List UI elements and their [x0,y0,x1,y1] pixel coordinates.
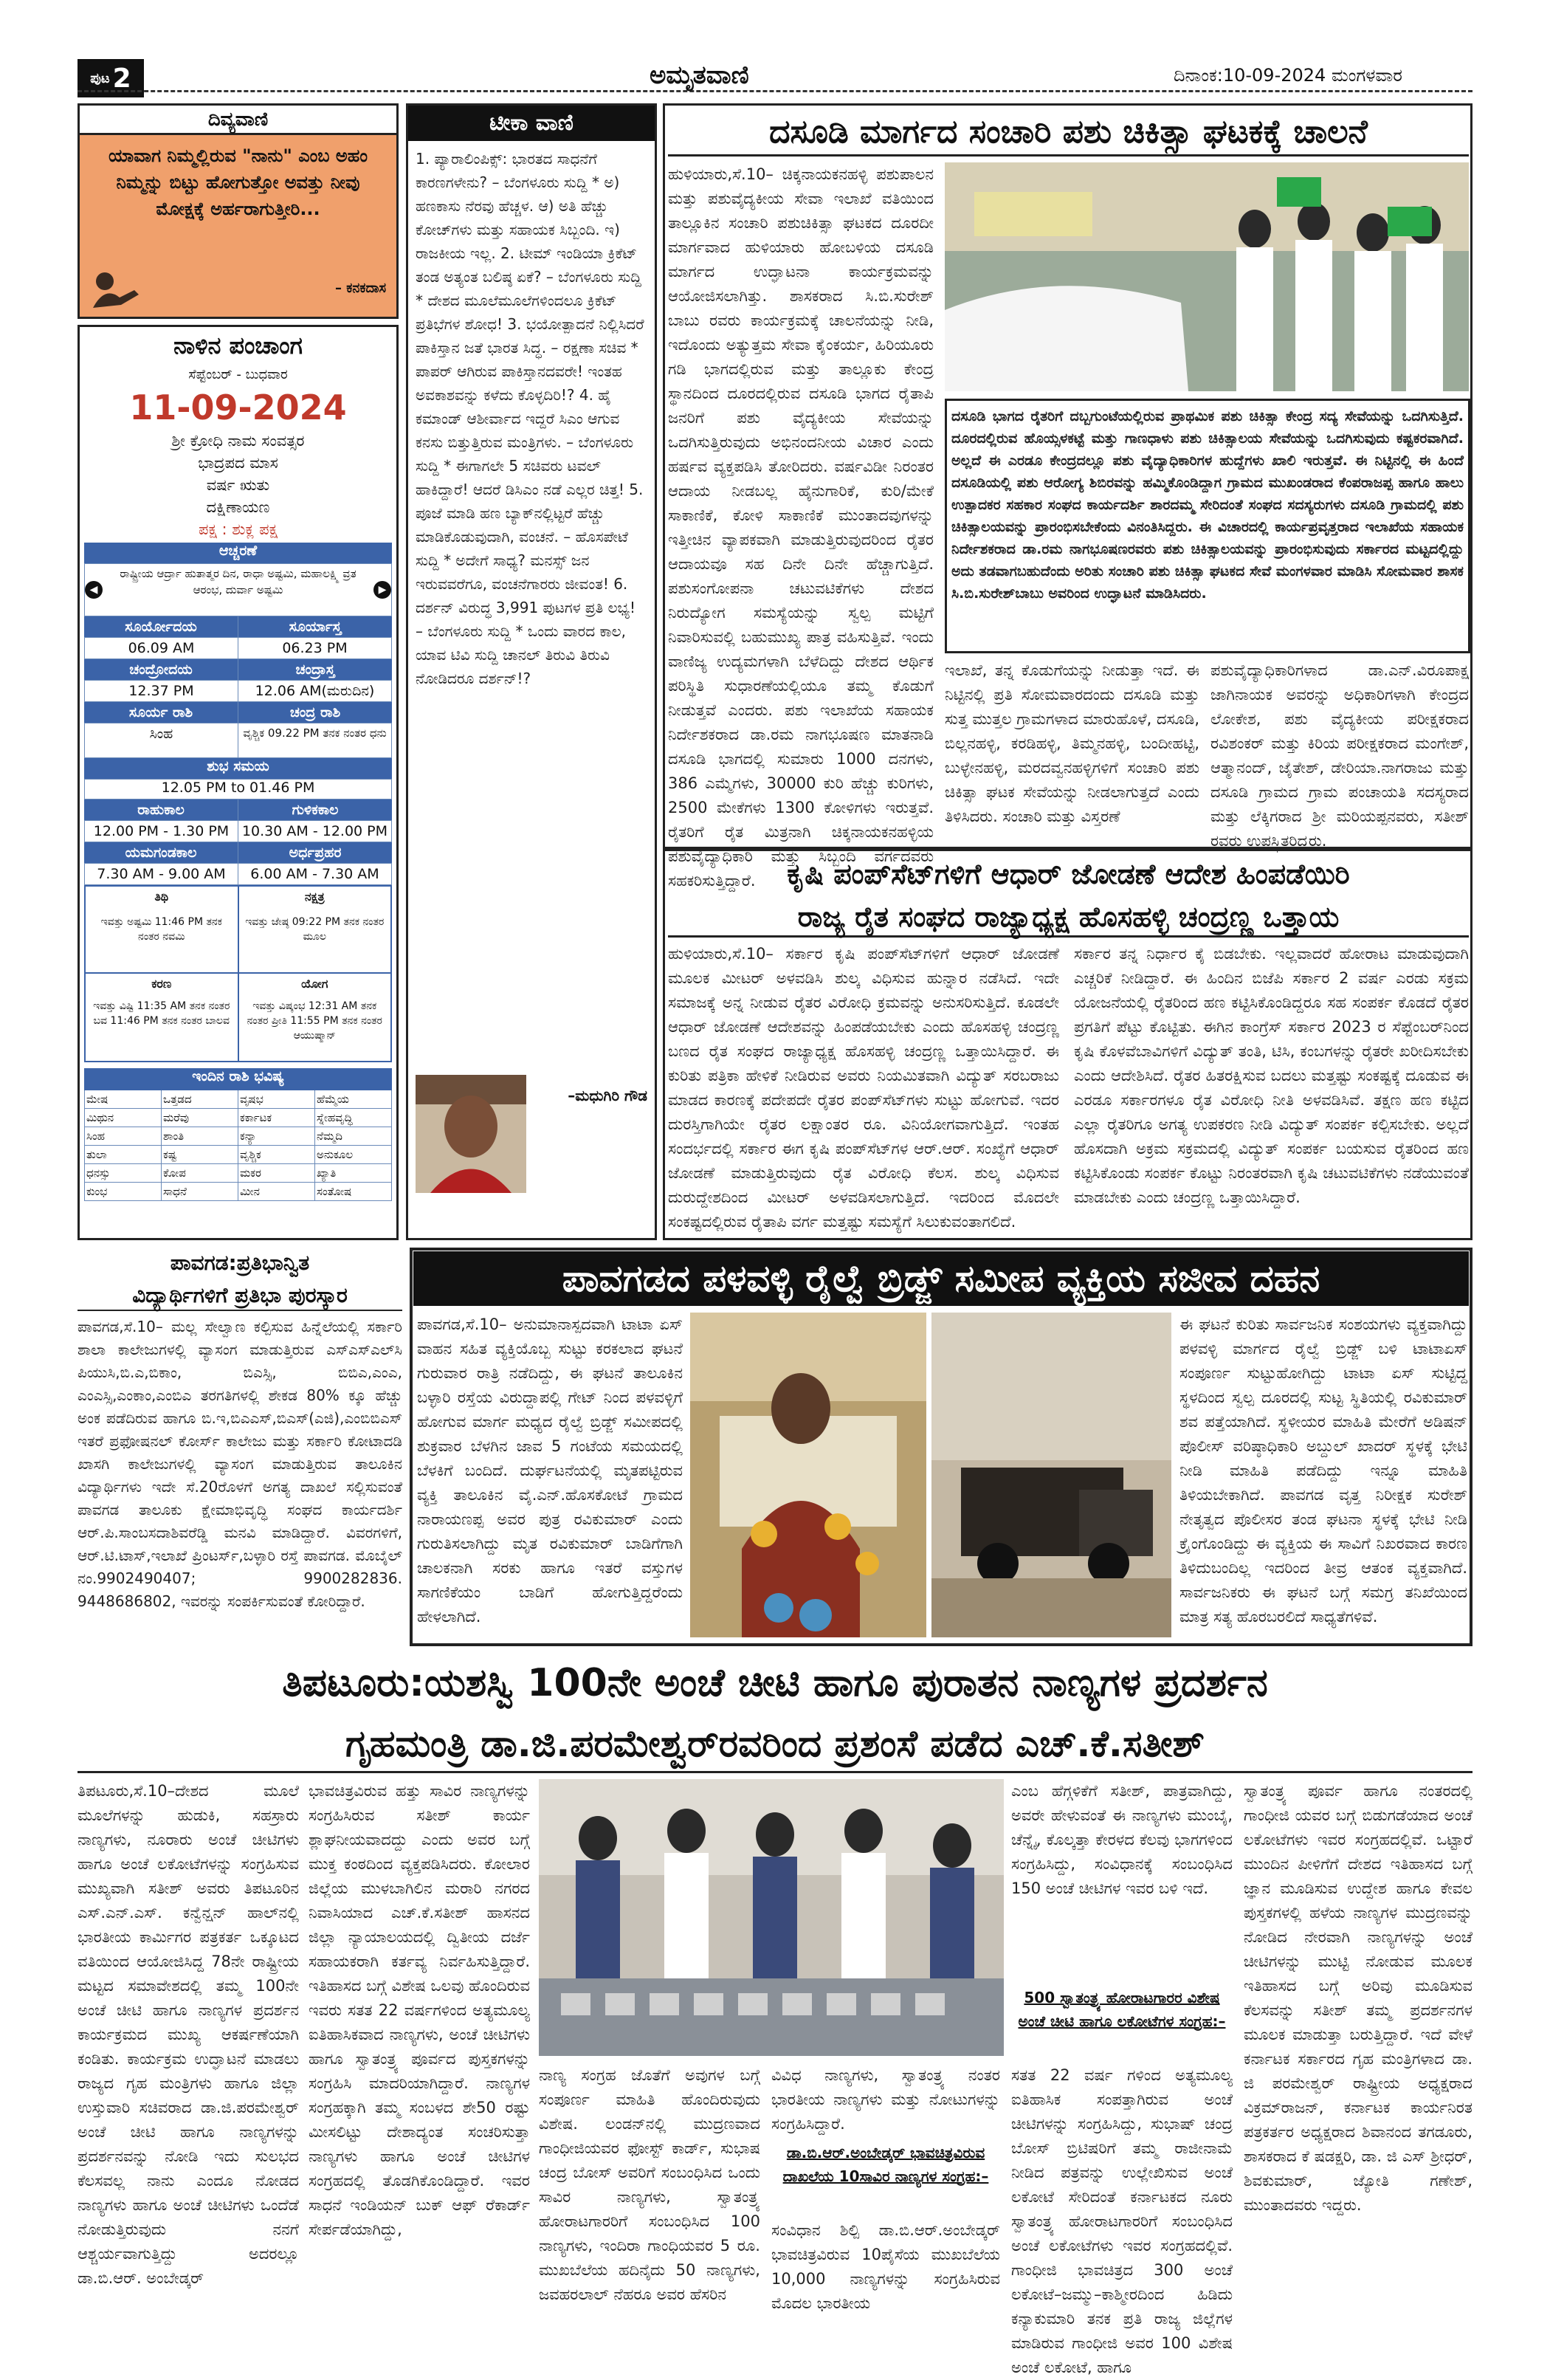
rashi-table [84,1090,392,1201]
rashi-cell: ವೃಶ್ಚಿಕ [238,1146,315,1163]
moonrise-label: ಚಂದ್ರೋದಯ [84,659,238,680]
rashi-cell: ಕರ್ಕಾಟಕ [238,1109,315,1127]
story-veterinary-headline: ದಸೂಡಿ ಮಾರ್ಗದ ಸಂಚಾರಿ ಪಶು ಚಿಕಿತ್ಸಾ ಘಟಕಕ್ಕೆ ಚಾಲನೆ [668,108,1469,157]
rashi-cell: ಕೋಪ [162,1164,238,1182]
divyavani-title: ದಿವ್ಯವಾಣಿ [80,106,396,135]
story-stamps-col5b: ಸತತ 22 ವರ್ಷ ಗಳಿಂದ ಅತ್ಯಮೂಲ್ಯ ಐತಿಹಾಸಿಕ ಸಂಪತ್ತಾಗಿರುವ ಅಂಚೆ ಚೀಟಿಗಳನ್ನು ಸಂಗ್ರಹಿಸಿದ್ದು, ಸುಭಾಷ್ ಚಂದ್ರ ಬೋಸ್ ಬ್ರಿಟಿಷರಿಗೆ ತಮ್ಮ ರಾಜೀನಾಮೆ ನೀಡಿದ ಪತ್ರವನ್ನು ಉಲ್ಲೇಖಿಸುವ ಅಂಚೆ ಲಕೋಟೆ ಸೇರಿದಂತೆ ಕರ್ನಾಟಕದ ನೂರು ಸ್ವಾತಂತ್ರ್ಯ ಹೋರಾಟಗಾರರಿಗೆ ಸಂಬಂಧಿಸಿದ ಅಂಚೆ ಲಕೋಟೆಗಳು ಇವರ ಸಂಗ್ರಹದಲ್ಲಿವೆ. ಗಾಂಧೀಜಿ ಭಾವಚಿತ್ರದ 300 ಅಂಚೆ ಲಕೋಟೆ–ಜಮ್ಮು–ಕಾಶ್ಮೀರದಿಂದ ಹಿಡಿದು ಕನ್ಯಾಕುಮಾರಿ ತನಕ ಪ್ರತಿ ರಾಜ್ಯ ಜಿಲ್ಲೆಗಳ ಮಾಡಿರುವ ಗಾಂಧೀಜಿ ಅವರ 100 ವಿಶೇಷ ಅಂಚೆ ಲಕೋಟೆ, ಹಾಗೂ [1011,2066,1233,2376]
rashi-cell: ಮರೆವು [162,1109,238,1127]
rashi-cell: ಶಾಂತಿ [162,1127,238,1145]
sunrise-label: ಸೂರ್ಯೋದಯ [84,616,238,637]
story-fire-col2: ಈ ಘಟನೆ ಕುರಿತು ಸಾರ್ವಜನಿಕ ಸಂಶಯಗಳು ವ್ಯಕ್ತವಾಗಿದ್ದು ಪಳವಳ್ಳಿ ಮಾರ್ಗದ ರೈಲ್ವೆ ಬ್ರಿಡ್ಜ್ ಬಳಿ ಟಾಟಾಏಸ್ ಸಂಪೂರ್ಣ ಸುಟ್ಟುಹೋಗಿದ್ದು ಟಾಟಾ ಏಸ್ ಸುಟ್ಟಿದ್ದ ಸ್ಥಳದಿಂದ ಸ್ವಲ್ಪ ದೂರದಲ್ಲಿ ಸುಟ್ಟ ಸ್ಥಿತಿಯಲ್ಲಿ ರವಿಕುಮಾರ್ ಶವ ಪತ್ತೆಯಾಗಿದೆ. ಸ್ಥಳೀಯರ ಮಾಹಿತಿ ಮೇರೆಗೆ ಅಡಿಷನ್ ಪೊಲೀಸ್ ವರಿಷ್ಠಾಧಿಕಾರಿ ಅಬ್ದುಲ್ ಖಾದರ್ ಸ್ಥಳಕ್ಕೆ ಭೇಟಿ ನೀಡಿ ಮಾಹಿತಿ ಪಡೆದಿದ್ದು ಇನ್ನೂ ಮಾಹಿತಿ ತಿಳಿಯಬೇಕಾಗಿದೆ. ಪಾವಗಡ ವೃತ್ತ ನಿರೀಕ್ಷಕ ಸುರೇಶ್ ನೇತೃತ್ವದ ಪೊಲೀಸರ ತಂಡ ಘಟನಾ ಸ್ಥಳಕ್ಕೆ ಭೇಟಿ ನೀಡಿ ಕ್ರೈಂಗೊಂಡಿದ್ದು ಈ ವ್ಯಕ್ತಿಯ ಈ ಸಾವಿಗೆ ನಿಖರವಾದ ಕಾರಣ ತಿಳಿದುಬಂದಿಲ್ಲ ಇದರಿಂದ ತೀವ್ರ ಆತಂಕ ವ್ಯಕ್ತವಾಗಿದೆ. ಸಾರ್ವಜನಿಕರು ಈ ಘಟನೆ ಬಗ್ಗೆ ಸಮಗ್ರ ತನಿಖೆಯಿಂದ ಮಾತ್ರ ಸತ್ಯ ಹೊರಬರಲಿದೆ ಸಾಧ್ಯತೆಗಳಿವೆ. [1179,1315,1467,1626]
story-fire-col1: ಪಾವಗಡ,ಸೆ.10– ಅನುಮಾನಾಸ್ಪದವಾಗಿ ಟಾಟಾ ಏಸ್ ವಾಹನ ಸಹಿತ ವ್ಯಕ್ತಿಯೊಬ್ಬ ಸುಟ್ಟು ಕರಕಲಾದ ಘಟನೆ ಗುರುವಾರ ರಾತ್ರಿ ನಡೆದಿದ್ದು, ಈ ಘಟನೆ ತಾಲೂಕಿನ ಬಳ್ಳಾರಿ ರಸ್ತೆಯ ವಿರುದ್ದಾಪಲ್ಲಿ ಗೇಟ್ ನಿಂದ ಪಳವಳ್ಳಿಗೆ ಹೋಗುವ ಮಾರ್ಗ ಮಧ್ಯದ ರೈಲ್ವೆ ಬ್ರಿಡ್ಜ್ ಸಮೀಪದಲ್ಲಿ ಶುಕ್ರವಾರ ಬೆಳಗಿನ ಜಾವ 5 ಗಂಟೆಯ ಸಮಯದಲ್ಲಿ ಬೆಳಕಿಗೆ ಬಂದಿದೆ. ದುರ್ಘಟನೆಯಲ್ಲಿ ಮೃತಪಟ್ಟಿರುವ ವ್ಯಕ್ತಿ ತಾಲೂಕಿನ ವೈ.ಎನ್.ಹೊಸಕೋಟೆ ಗ್ರಾಮದ ನಾರಾಯಣಪ್ಪ ಅವರ ಪುತ್ರ ರವಿಕುಮಾರ್ ಎಂದು ಗುರುತಿಸಲಾಗಿದ್ದು ಮೃತ ರವಿಕುಮಾರ್ ಬಾಡಿಗೆಗಾಗಿ ಚಾಲಕನಾಗಿ ಸರಕು ಹಾಗೂ ಇತರೆ ವಸ್ತುಗಳ ಸಾಗಣಿಕೆಯಂ ಬಾಡಿಗೆ ಹೋಗುತ್ತಿದ್ದರೆಂದು ಹೇಳಲಾಗಿದೆ. [417,1315,683,1626]
festival-title: ಆಚ್ಚರಣೆ [84,543,392,563]
story-stamps-col3: ನಾಣ್ಯ ಸಂಗ್ರಹ ಜೊತೆಗೆ ಅವುಗಳ ಬಗ್ಗೆ ಸಂಪೂರ್ಣ ಮಾಹಿತಿ ಹೊಂದಿರುವುದು ವಿಶೇಷ. ಲಂಡನ್‌ನಲ್ಲಿ ಮುದ್ರಣವಾದ ಗಾಂಧೀಜಿಯವರ ಫೋಸ್ಟ್ ಕಾರ್ಡ್, ಸುಭಾಷ ಚಂದ್ರ ಬೋಸ್ ಅವರಿಗೆ ಸಂಬಂಧಿಸಿದ ಒಂದು ಸಾವಿರ ನಾಣ್ಯಗಳು, ಸ್ವಾತಂತ್ರ್ಯ ಹೋರಾಟಗಾರರಿಗೆ ಸಂಬಂಧಿಸಿದ 100 ನಾಣ್ಯಗಳು, ಇಂದಿರಾ ಗಾಂಧಿಯವರ 5 ರೂ. ಮುಖಬೆಲೆಯ ಹದಿನೈದು 50 ನಾಣ್ಯಗಳು, ಜವಹರಲಾಲ್ ನೆಹರೂ ಅವರ ಹೆಸರಿನ [539,2066,760,2303]
vet-launch-photo [945,162,1469,391]
story-fire-headline: ಪಾವಗಡದ ಪಳವಳ್ಳಿ ರೈಲ್ವೆ ಬ್ರಿಡ್ಜ್ ಸಮೀಪ ವ್ಯಕ್ತಿಯ ಸಜೀವ ದಹನ [413,1251,1469,1306]
rashi-cell: ನೆಮ್ಮದಿ [317,1129,342,1143]
rashi-cell: ಹೆಮ್ಮೆಯ [317,1093,349,1106]
rashi-cell: ಕುಂಭ [85,1183,162,1200]
rashi-row [84,1183,392,1201]
rashi-title: ಇಂದಿನ ರಾಶಿ ಭವಿಷ್ಯ [84,1068,392,1090]
divyavani-quote: ಯಾವಾಗ ನಿಮ್ಮಲ್ಲಿರುವ "ನಾನು" ಎಂಬ ಅಹಂ ನಿಮ್ಮನ್ನು ಬಿಟ್ಟು ಹೋಗುತ್ತೋ ಅವತ್ತು ನೀವು ಮೋಕ್ಷಕ್ಕೆ ಅರ್ಹರಾಗುತ್ತೀರಿ... [108,145,368,219]
subhead-ambedkar: ಡಾ.ಬಿ.ಆರ್.ಅಂಬೇಡ್ಕರ್ ಭಾವಚಿತ್ರವಿರುವ ದಾಖಲೆಯ 10ಸಾವಿರ ನಾಣ್ಯಗಳ ಸಂಗ್ರಹ:– [782,2144,989,2185]
karana-value: ಇವತ್ತು ವಿಷ್ಟಿ 11:35 AM ತನಕ ನಂತರ ಬವ 11:46 PM ತನಕ ನಂತರ ಬಾಲವ [93,1000,230,1027]
rashi-cell: ಮಕರ [238,1164,315,1182]
nakshatra-label: ನಕ್ಷತ್ರ [304,890,325,904]
vet-caption: ದಸೂಡಿ ಭಾಗದ ರೈತರಿಗೆ ದಬ್ಬಗುಂಟೆಯಲ್ಲಿರುವ ಪ್ರಾಥಮಿಕ ಪಶು ಚಿಕಿತ್ಸಾ ಕೇಂದ್ರ ಸದ್ಯ ಸೇವೆಯನ್ನು ಒದಗಿಸುತ್ತಿದೆ. ದೂರದಲ್ಲಿರುವ ಹೊಯ್ಸಳಕಟ್ಟೆ ಮತ್ತು ಗಾಣಧಾಳು ಪಶು ಚಿಕಿತ್ಸಾಲಯ ಸೇವೆಯನ್ನು ಒದಗಿಸುವುದು ಕಷ್ಟಕರವಾಗಿದೆ. ಅಲ್ಲದೆ ಈ ಎರಡೂ ಕೇಂದ್ರದಲ್ಲೂ ಪಶು ವೈದ್ಯಾಧಿಕಾರಿಗಳ ಹುದ್ದೆಗಳು ಖಾಲಿ ಇರುತ್ತವೆ. ಈ ನಿಟ್ಟಿನಲ್ಲಿ ಈ ಹಿಂದೆ ದಸೂಡಿಯಲ್ಲಿ ಪಶು ಆರೋಗ್ಯ ಶಿಬಿರವನ್ನು ಹಮ್ಮಿಕೊಂಡಿದ್ದಾಗ ಗ್ರಾಮದ ಮುಖಂಡರಾದ ಕೆಂಪರಾಜಪ್ಪ ಹಾಗೂ ಹಾಲು ಉತ್ಪಾದಕರ ಸಹಕಾರ ಸಂಘದ ಕಾರ್ಯದರ್ಶಿ ಶಾರದಮ್ಮ ಸೇರಿದಂತೆ ಸಂಘದ ಸದಸ್ಯರುಗಳು ದಸೂಡಿ ಗ್ರಾಮದಲ್ಲಿ ಪಶು ಚಿಕಿತ್ಸಾಲಯವನ್ನು ಪ್ರಾರಂಭಿಸಬೇಕೆಂದು ವಿನಂತಿಸಿದ್ದರು. ಈ ವಿಚಾರದಲ್ಲಿ ಕಾರ್ಯಪ್ರವೃತ್ತರಾದ ಇಲಾಖೆಯ ಸಹಾಯಕ ನಿರ್ದೇಶಕರಾದ ಡಾ.ರಮ ನಾಗಭೂಷಣರವರು ಪಶು ಚಿಕಿತ್ಸಾಲಯವನ್ನು ಪ್ರಾರಂಭಿಸುವುದು ಸರ್ಕಾರದ ಮಟ್ಟದಲ್ಲಿದ್ದು ಅದು ತಡವಾಗಬಹುದೆಂದು ಅರಿತು ಸಂಚಾರಿ ಪಶು ಚಿಕಿತ್ಸಾ ಘಟಕದ ಸೇವೆ ಮಂಗಳವಾರ ಮಾಡಿಸಿ ಸೋಮವಾರ ಶಾಸಕ ಸಿ.ಬಿ.ಸುರೇಶ್‌ಬಾಬು ಅವರಿಂದ ಉದ್ಘಾಟನೆ ಮಾಡಿಸಿದರು. [951,408,1464,602]
divyavani-box [78,103,399,319]
rashi-cell: ಮೇಷ [85,1090,162,1108]
rashi-cell: ಕಷ್ಟ [162,1146,238,1163]
story-veterinary-col2: ಇಲಾಖೆ, ತನ್ನ ಕೊಡುಗೆಯನ್ನು ನೀಡುತ್ತಾ ಇದೆ. ಈ ನಿಟ್ಟಿನಲ್ಲಿ ಪ್ರತಿ ಸೋಮವಾರದಂದು ದಸೂಡಿ ಮತ್ತು ಸುತ್ತ ಮುತ್ತಲ ಗ್ರಾಮಗಳಾದ ಮಾರುಹೊಳೆ, ದಸೂಡಿ, ಬಿಲ್ಲನಹಳ್ಳಿ, ಕರಡಿಹಳ್ಳಿ, ತಿಮ್ಮನಹಳ್ಳಿ, ಬಂದೀಹಟ್ಟಿ, ಬುಳ್ಳೇನಹಳ್ಳಿ, ಮರದವ್ವನಹಳ್ಳಿಗಳಿಗೆ ಸಂಚಾರಿ ಪಶು ಚಿಕಿತ್ಸಾ ಘಟಕ ಸೇವೆಯನ್ನು ನೀಡಲಾಗುತ್ತದೆ ಎಂದು ತಿಳಿಸಿದರು. ಸಂಚಾರಿ ಮತ್ತು ವಿಸ್ತರಣೆ [945,661,1199,825]
panchanga-line-masa: ಭಾದ್ರಪದ ಮಾಸ [198,454,278,472]
story-aadhaar-col1: ಹುಳಿಯಾರು,ಸೆ.10– ಸರ್ಕಾರ ಕೃಷಿ ಪಂಪ್‌ಸೆಟ್‌ಗಳಿಗೆ ಆಧಾರ್ ಜೋಡಣೆ ಮೂಲಕ ಮೀಟರ್ ಅಳವಡಿಸಿ ಶುಲ್ಕ ವಿಧಿಸುವ ಹುನ್ನಾರ ನಡೆಸಿದೆ. ಇದೇ ಸಮಾಜಕ್ಕೆ ಅನ್ನ ನೀಡುವ ರೈತರ ವಿರೋಧಿ ಕ್ರಮವನ್ನು ಅನುಸರಿಸುತ್ತಿದೆ. ಕೂಡಲೇ ಆಧಾರ್ ಜೋಡಣೆ ಆದೇಶವನ್ನು ಹಿಂಪಡೆಯಬೇಕು ಎಂದು ಹೊಸಹಳ್ಳಿ ಚಂದ್ರಣ್ಣ ಬಣದ ರೈತ ಸಂಘದ ರಾಜ್ಯಾಧ್ಯಕ್ಷ ಹೊಸಹಳ್ಳಿ ಚಂದ್ರಣ್ಣ ಒತ್ತಾಯಿಸಿದ್ದಾರೆ. ಈ ಕುರಿತು ಪತ್ರಿಕಾ ಹೇಳಿಕೆ ನೀಡಿರುವ ಅವರು ನಿಯಮಿತವಾಗಿ ವಿದ್ಯುತ್ ಸರಬರಾಜು ಮಾಡದ ಕಾರಣಕ್ಕೆ ಪದೇಪದೇ ರೈತರ ಪಂಪ್‌ಸೆಟ್‌ಗಳು ಸುಟ್ಟು ಹೋಗುವೆ. ಇದರ ದುರಸ್ತಿಗಾಗಿಯೇ ರೈತರ ಲಕ್ಷಾಂತರ ರೂ. ವಿನಿಯೋಗವಾಗುತ್ತಿದೆ. ಇಂತಹ ಸಂದರ್ಭದಲ್ಲಿ ಸರ್ಕಾರ ಈಗ ಕೃಷಿ ಪಂಪ್‌ಸೆಟ್‌ಗಳ ಆರ್.ಆರ್. ಸಂಖ್ಯೆಗೆ ಆಧಾರ್ ಜೋಡಣೆ ಮಾಡುತ್ತಿರುವುದು ರೈತ ವಿರೋಧಿ ಕೆಲಸ. ಶುಲ್ಕ ವಿಧಿಸುವ ದುರುದ್ದೇಶದಿಂದ ಮೀಟರ್ ಅಳವಡಿಸಲಾಗುತ್ತಿದೆ. ಇದರಿಂದ ಮೊದಲೇ ಸಂಕಷ್ಟದಲ್ಲಿರುವ ರೈತಾಪಿ ವರ್ಗ ಮತ್ತಷ್ಟು ಸಮಸ್ಯೆಗೆ ಸಿಲುಕುವಂತಾಗಲಿದೆ. [668,945,1059,1231]
festival-text: ರಾಷ್ಟ್ರೀಯ ಆರ್ದ್ರಾ ಹುತಾತ್ಮರ ದಿನ, ರಾಧಾ ಅಷ್ಟಮಿ, ಮಹಾಲಕ್ಷ್ಮಿ ವ್ರತ ಆರಂಭ, ದುರ್ವಾ ಅಷ್ಟಮಿ [120,567,356,596]
rahu-value: 12.00 PM - 1.30 PM [85,821,238,842]
yama-value: 7.30 AM - 9.00 AM [85,864,238,884]
rashi-cell: ಖ್ಯಾತಿ [317,1166,337,1180]
nakshatra-value: ಇವತ್ತು ಜೇಷ್ಠ 09:22 PM ತನಕ ನಂತರ ಮೂಲ [245,916,385,943]
yoga-label: ಯೋಗ [301,977,328,991]
rashi-cell: ವೃಷಭ [238,1090,315,1108]
story-aadhaar-col2: ಸರ್ಕಾರ ತನ್ನ ನಿರ್ಧಾರ ಕೈ ಬಿಡಬೇಕು. ಇಲ್ಲವಾದರೆ ಹೋರಾಟ ಮಾಡುವುದಾಗಿ ಎಚ್ಚರಿಕೆ ನೀಡಿದ್ದಾರೆ. ಈ ಹಿಂದಿನ ಬಿಜೆಪಿ ಸರ್ಕಾರ 2 ವರ್ಷ ಎರಡು ಸಕ್ರಮ ಯೋಜನೆಯಲ್ಲಿ ರೈತರಿಂದ ಹಣ ಕಟ್ಟಿಸಿಕೊಂಡಿದ್ದರೂ ಸಹ ಸಂಪರ್ಕ ಕೊಡದೆ ರೈತರ ಪ್ರಗತಿಗೆ ಪೆಟ್ಟು ಕೊಟ್ಟಿತು. ಈಗಿನ ಕಾಂಗ್ರೆಸ್ ಸರ್ಕಾರ 2023 ರ ಸೆಪ್ಟೆಂಬರ್‌ನಿಂದ ಕೃಷಿ ಕೊಳವೆಬಾವಿಗಳಿಗೆ ವಿದ್ಯುತ್ ತಂತಿ, ಟಿಸಿ, ಕಂಬಗಳನ್ನು ರೈತರೇ ಖರೀದಿಸಬೇಕು ಎಂದು ಆದೇಶಿಸಿದೆ. ರೈತರ ಹಿತರಕ್ಷಿಸುವ ಬದಲು ಮತ್ತಷ್ಟು ಸಂಕಷ್ಟಕ್ಕೆ ದೂಡುವ ಈ ಎರಡೂ ಸರ್ಕಾರಗಳೂ ರೈತ ವಿರೋಧಿ ನೀತಿ ಅಳವಡಿಸಿವೆ. ತಕ್ಷಣ ಹಣ ಕಟ್ಟಿದ ಎಲ್ಲಾ ರೈತರಿಗೂ ಅಗತ್ಯ ಉಪಕರಣ ನೀಡಿ ವಿದ್ಯುತ್ ಸಂಪರ್ಕ ಕಲ್ಪಿಸಬೇಕು. ಅಲ್ಲದೆ ಹೊಸದಾಗಿ ಅಕ್ರಮ ಸಕ್ರಮದಲ್ಲಿ ವಿದ್ಯುತ್ ಸಂಪರ್ಕ ಬಯಸುವ ರೈತರಿಂದ ಹಣ ಕಟ್ಟಿಸಿಕೊಂಡು ಸಂಪರ್ಕ ಕೊಟ್ಟು ನಿರಂತರವಾಗಿ ಕೃಷಿ ಚಟುವಟಿಕೆಗಳು ನಡೆಯುವಂತೆ ಮಾಡಬೇಕು ಎಂದು ಚಂದ್ರಣ್ಣ ಒತ್ತಾಯಿಸಿದ್ದಾರೆ. [1074,945,1469,1206]
rahu-label: ರಾಹುಕಾಲ [84,799,238,820]
gulika-label: ಗುಳಿಕಕಾಲ [292,802,339,818]
rashi-row [84,1146,392,1164]
teeka-vani-title: ಟೀಕಾ ವಾಣಿ [408,106,655,141]
chandra-rashi-value: ವೃಶ್ಚಿಕ 09.22 PM ತನಕ ನಂತರ ಧನು [243,726,387,740]
story-stamps-col4b: ಸಂವಿಧಾನ ಶಿಲ್ಪಿ ಡಾ.ಬಿ.ಆರ್.ಅಂಬೇಡ್ಕರ್ ಭಾವಚಿತ್ರವಿರುವ 10ಪೈಸೆಯ ಮುಖಬೆಲೆಯ 10,000 ನಾಣ್ಯಗಳನ್ನು ಸಂಗ್ರಹಿಸಿರುವ ಮೊದಲ ಭಾರತೀಯ [771,2221,1000,2312]
rashi-cell: ಮಿಥುನ [85,1109,162,1127]
story-stamps-col2: ಭಾವಚಿತ್ರವಿರುವ ಹತ್ತು ಸಾವಿರ ನಾಣ್ಯಗಳನ್ನು ಸಂಗ್ರಹಿಸಿರುವ ಸತೀಶ್ ಕಾರ್ಯ ಶ್ಲಾಘನೀಯವಾದದ್ದು ಎಂದು ಅವರ ಬಗ್ಗೆ ಮುಕ್ತ ಕಂಠದಿಂದ ವ್ಯಕ್ತಪಡಿಸಿದರು. ಕೋಲಾರ ಜಿಲ್ಲೆಯ ಮುಳಬಾಗಿಲಿನ ಮರಾರಿ ನಗರದ ನಿವಾಸಿಯಾದ ಎಚ್.ಕೆ.ಸತೀಶ್ ಹಾಸನದ ಜಿಲ್ಲಾ ನ್ಯಾಯಾಲಯದಲ್ಲಿ ದ್ವಿತೀಯ ದರ್ಜೆ ಸಹಾಯಕರಾಗಿ ಕರ್ತವ್ಯ ನಿರ್ವಹಿಸುತ್ತಿದ್ದಾರೆ. ಇತಿಹಾಸದ ಬಗ್ಗೆ ವಿಶೇಷ ಒಲವು ಹೊಂದಿರುವ ಇವರು ಸತತ 22 ವರ್ಷಗಳಿಂದ ಅತ್ಯಮೂಲ್ಯ ಐತಿಹಾಸಿಕವಾದ ನಾಣ್ಯಗಳು, ಅಂಚೆ ಚೀಟಿಗಳು ಹಾಗೂ ಸ್ವಾತಂತ್ರ್ಯ ಪೂರ್ವದ ಪುಸ್ತಕಗಳನ್ನು ಸಂಗ್ರಹಿಸಿ ಮಾದರಿಯಾಗಿದ್ದಾರೆ. ನಾಣ್ಯಗಳ ಸಂಗ್ರಹಕ್ಕಾಗಿ ತಮ್ಮ ಸಂಬಳದ ಶೇ50 ರಷ್ಟು ಮೀಸಲಿಟ್ಟು ದೇಶಾದ್ಯಂತ ಸಂಚರಿಸುತ್ತಾ ನಾಣ್ಯಗಳು ಹಾಗೂ ಅಂಚೆ ಚೀಟಿಗಳ ಸಂಗ್ರಹದಲ್ಲಿ ತೊಡಗಿಕೊಂಡಿದ್ದಾರೆ. ಇವರ ಸಾಧನೆ ಇಂಡಿಯನ್ ಬುಕ್ ಆಫ್ ರೆಕಾರ್ಡ್ ಸೇರ್ಪಡೆಯಾಗಿದ್ದು, [309,1782,530,2238]
teeka-vani-text: 1. ಪ್ಯಾರಾಲಿಂಪಿಕ್ಸ್: ಭಾರತದ ಸಾಧನೆಗೆ ಕಾರಣಗಳೇನು? – ಬೆಂಗಳೂರು ಸುದ್ದಿ * ಅ) ಹಣಕಾಸು ನೆರವು ಹೆಚ್ಚಳ. ಆ) ಅತಿ ಹೆಚ್ಚು ಕೋಚ್‌ಗಳು ಮತ್ತು ಸಹಾಯಕ ಸಿಬ್ಬಂದಿ. ಇ) ರಾಜಕೀಯ ಇಲ್ಲ. 2. ಟೀಮ್ ಇಂಡಿಯಾ ಕ್ರಿಕೆಟ್ ತಂಡ ಅತ್ಯಂತ ಬಲಿಷ್ಠ ಏಕೆ? – ಬೆಂಗಳೂರು ಸುದ್ದಿ * ದೇಶದ ಮೂಲೆಮೂಲೆಗಳಿಂದಲೂ ಕ್ರಿಕೆಟ್ ಪ್ರತಿಭೆಗಳ ಶೋಧ! 3. ಭಯೋತ್ಪಾದನೆ ನಿಲ್ಲಿಸಿದರೆ ಪಾಕಿಸ್ತಾನ ಜತೆ ಭಾರತ ಸಿದ್ಧ. – ರಕ್ಷಣಾ ಸಚಿವ * ಪಾಪರ್ ಆಗಿರುವ ಪಾಕಿಸ್ತಾನದವರೇ! ಇಂತಹ ಅವಕಾಶವನ್ನು ಕಳೆದು ಕೊಳ್ಳದಿರಿ!? 4. ಹೈ ಕಮಾಂಡ್ ಆಶೀರ್ವಾದ ಇದ್ದರೆ ಸಿಎಂ ಆಗುವ ಕನಸು ಬಿತ್ತುತ್ತಿರುವ ಮಂತ್ರಿಗಳು. – ಬೆಂಗಳೂರು ಸುದ್ದಿ * ಈಗಾಗಲೇ 5 ಸಚಿವರು ಟವಲ್ ಹಾಕಿದ್ದಾರೆ! ಆದರೆ ಡಿಸಿಎಂ ನಡೆ ಎಲ್ಲರ ಚಿತ್ತ! 5. ಪೂಜೆ ಮಾಡಿ ಹಣ ಬ್ಯಾಕ್‌ನಲ್ಲಿಟ್ಟರೆ ಹೆಚ್ಚು ಮಾಡಿಕೊಡುವುದಾಗಿ, ವಂಚನೆ. – ಹೊಸಪೇಟೆ ಸುದ್ದಿ * ಅದೇಗೆ ಸಾಧ್ಯ? ಮನಸ್ಸ್ ಜನ ಇರುವವರೆಗೂ, ವಂಚನೆಗಾರರು ಜೀವಂತ! 6. ದರ್ಶನ್ ವಿರುದ್ಧ 3,991 ಪುಟಗಳ ಪ್ರತಿ ಲಭ್ಯ! – ಬೆಂಗಳೂರು ಸುದ್ದಿ * ಒಂದು ವಾರದ ಕಾಲ, ಯಾವ ಟಿವಿ ಸುದ್ದಿ ಚಾನಲ್ ತಿರುವಿ ತಿರುವಿ ನೋಡಿದರೂ ದರ್ಶನ್!? [416,150,644,687]
rashi-cell: ಸಿಂಹ [85,1127,162,1145]
story-stamps-headline2: ಗೃಹಮಂತ್ರಿ ಡಾ.ಜಿ.ಪರಮೇಶ್ವರ್‌ರವರಿಂದ ಪ್ರಶಂಸೆ ಪಡೆದ ಎಚ್.ಕೆ.ಸತೀಶ್ [78,1714,1472,1773]
chandra-rashi-label: ಚಂದ್ರ ರಾಶಿ [289,704,341,720]
moonrise-value: 12.37 PM [85,681,238,701]
ardha-label: ಅರ್ಧಪ್ರಹರ [289,845,342,861]
sunrise-value: 06.09 AM [85,638,238,658]
story-stamps-col5a: ಎಂಬ ಹೆಗ್ಗಳಿಕೆಗೆ ಸತೀಶ್, ಪಾತ್ರವಾಗಿದ್ದು, ಅವರೇ ಹೇಳುವಂತೆ ಈ ನಾಣ್ಯಗಳು ಮುಂಬೈ, ಚೆನ್ನೈ, ಕೊಲ್ಕತ್ತಾ ಕೇರಳದ ಕೆಲವು ಭಾಗಗಳಿಂದ ಸಂಗ್ರಹಿಸಿದ್ದು, ಸಂವಿಧಾನಕ್ಕೆ ಸಂಬಂಧಿಸಿದ 150 ಅಂಚೆ ಚೀಟಿಗಳ ಇವರ ಬಳಿ ಇದೆ. [1011,1782,1233,1897]
story-aadhaar-headline2: ರಾಜ್ಯ ರೈತ ಸಂಘದ ರಾಜ್ಯಾಧ್ಯಕ್ಷ ಹೊಸಹಳ್ಳಿ ಚಂದ್ರಣ್ಣ ಒತ್ತಾಯ [668,896,1469,938]
sunset-value: 06.23 PM [282,640,348,656]
story-aadhaar-headline1: ಕೃಷಿ ಪಂಪ್‌ಸೆಟ್‌ಗಳಿಗೆ ಆಧಾರ್ ಜೋಡಣೆ ಆದೇಶ ಹಿಂಪಡೆಯಿರಿ [787,858,1350,890]
yama-label: ಯಮಗಂಡಕಾಲ [84,842,238,863]
subhead-freedom-fighters: 500 ಸ್ವಾತಂತ್ರ್ಯ ಹೋರಾಟಗಾರರ ವಿಶೇಷ ಅಂಚೆ ಚೀಟಿ ಹಾಗೂ ಲಕೋಟೆಗಳ ಸಂಗ್ರಹ:– [1018,1989,1226,2030]
story-pratibha-headline2: ವಿದ್ಯಾರ್ಥಿಗಳಿಗೆ ಪ್ರತಿಭಾ ಪುರಸ್ಕಾರ [78,1280,402,1311]
next-arrow-icon[interactable]: ▶ [373,581,391,599]
prev-arrow-icon[interactable]: ◀ [85,581,103,599]
rashi-cell: ಸಾಧನೆ [162,1183,238,1200]
panchanga-line-paksha: ಪಕ್ಷ : ಶುಕ್ಲ ಪಕ್ಷ [199,520,278,538]
panchanga-title: ನಾಳಿನ ಪಂಚಾಂಗ [173,331,303,360]
rashi-cell: ಸಂತೋಷ [317,1185,352,1198]
issue-date: ದಿನಾಂಕ:10-09-2024 ಮಂಗಳವಾರ [1174,65,1402,86]
divyavani-author: – ಕನಕದಾಸ [334,280,386,296]
rashi-cell: ಕನ್ಯಾ [238,1127,315,1145]
minister-exhibition-photo [539,1779,1004,2056]
rashi-cell: ಮೀನ [238,1183,315,1200]
story-veterinary-col1: ಹುಳಿಯಾರು,ಸೆ.10– ಚಿಕ್ಕನಾಯಕನಹಳ್ಳಿ ಪಶುಪಾಲನ ಮತ್ತು ಪಶುವೈದ್ಯಕೀಯ ಸೇವಾ ಇಲಾಖೆ ವತಿಯಿಂದ ತಾಲ್ಲೂಕಿನ ಸಂಚಾರಿ ಪಶುಚಿಕಿತ್ಸಾ ಘಟಕದ ದೂರದೀ ಮಾರ್ಗವಾದ ಹುಳಿಯಾರು ಹೋಬಳಿಯ ದಸೂಡಿ ಮಾರ್ಗದ ಉದ್ಘಾಟನಾ ಕಾರ್ಯಕ್ರಮವನ್ನು ಆಯೋಜಿಸಲಾಗಿತ್ತು. ಶಾಸಕರಾದ ಸಿ.ಬಿ.ಸುರೇಶ್ ಬಾಬು ರವರು ಕಾರ್ಯಕ್ರಮಕ್ಕೆ ಚಾಲನೆಯನ್ನು ನೀಡಿ, ಇದೊಂದು ಅತ್ಯುತ್ತಮ ಸೇವಾ ಕೈಂಕರ್ಯ, ಹಿರಿಯೂರು ಗಡಿ ಭಾಗದಲ್ಲಿರುವ ಮತ್ತು ತಾಲ್ಲೂಕು ಕೇಂದ್ರ ಸ್ಥಾನದಿಂದ ದೂರದಲ್ಲಿರುವ ದಸೂಡಿ ಭಾಗದ ರೈತಾಪಿ ಜನರಿಗೆ ಪಶು ವೈದ್ಯಕೀಯ ಸೇವೆಯನ್ನು ಒದಗಿಸುತ್ತಿರುವುದು ಅಭಿನಂದನೀಯ ವಿಚಾರ ಎಂದು ಹರ್ಷವ ವ್ಯಕ್ತಪಡಿಸಿ ತೋರಿದರು. ವರ್ಷವಿಡೀ ನಿರಂತರ ಆದಾಯ ನೀಡಬಲ್ಲ ಹೈನುಗಾರಿಕೆ, ಕುರಿ/ಮೇಕೆ ಸಾಕಾಣಿಕೆ, ಕೋಳಿ ಸಾಕಾಣಿಕೆ ಮುಂತಾದವುಗಳನ್ನು ಇತ್ತೀಚಿನ ವ್ಯಾಪಕವಾಗಿ ಮಾಡುತ್ತಿರುವುದರಿಂದ ರೈತರ ಆದಾಯವೂ ಸಹ ದಿನೇ ದಿನೇ ಹೆಚ್ಚಾಗುತ್ತಿದೆ. ಪಶುಸಂಗೋಪನಾ ಚಟುವಟಿಕೆಗಳು ದೇಶದ ನಿರುದ್ಯೋಗ ಸಮಸ್ಯೆಯನ್ನು ಸ್ವಲ್ಪ ಮಟ್ಟಿಗೆ ನಿವಾರಿಸುವಲ್ಲಿ ಬಹುಮುಖ್ಯ ಪಾತ್ರ ವಹಿಸುತ್ತಿವೆ. ಇಂದು ವಾಣಿಜ್ಯ ಉದ್ಯಮಗಳಾಗಿ ಬೆಳೆದಿದ್ದು ದೇಶದ ಆರ್ಥಿಕ ಪರಿಸ್ಥಿತಿ ಸುಧಾರಣೆಯಲ್ಲಿಯೂ ತಮ್ಮ ಕೊಡುಗೆ ನೀಡುತ್ತವೆ ಎಂದರು. ಪಶು ಇಲಾಖೆಯ ಸಹಾಯಕ ನಿರ್ದೇಶಕರಾದ ಡಾ.ರಮ ನಾಗಭೂಷಣ ಮಾತನಾಡಿ ದಸೂಡಿ ಭಾಗದಲ್ಲಿ ಸುಮಾರು 1000 ದನಗಳು, 386 ಎಮ್ಮೆಗಳು, 30000 ಕುರಿ ಹೆಚ್ಚು ಕುರಿಗಳು, 2500 ಮೇಕೆಗಳು 1300 ಕೋಳಿಗಳು ಇರುತ್ತವೆ. ರೈತರಿಗೆ ರೈತ ಮಿತ್ರನಾಗಿ ಚಿಕ್ಕನಾಯಕನಹಳ್ಳಿಯ ಪಶುವೈದ್ಯಾಧಿಕಾರಿ ಮತ್ತು ಸಿಬ್ಬಂದಿ ವರ್ಗದವರು ಸಹಕರಿಸುತ್ತಿದ್ದಾರೆ. [668,165,934,890]
panchanga-line-rutu: ವರ್ಷ ಋತು [206,476,270,494]
story-pratibha-text: ಪಾವಗಡ,ಸೆ.10– ಮಲ್ಲ ಸೇಲ್ವಾಣ ಕಲ್ಪಿಸುವ ಹಿನ್ನೆಲೆಯಲ್ಲಿ ಸರ್ಕಾರಿ ಶಾಲಾ ಕಾಲೇಜುಗಳಲ್ಲಿ ವ್ಯಾಸಂಗ ಮಾಡುತ್ತಿರುವ ಎಸ್‌ಎಸ್‌ಎಲ್‌ಸಿ ಪಿಯುಸಿ,ಬಿ.ಎ,ಬಿಕಾಂ, ಬಿಎಸ್ಸಿ, ಬಿಬಿಎ,ಎಂಎ, ಎಂಎಸ್ಸಿ,ಎಂಕಾಂ,ಎಂಬಿಎ ತರಗತಿಗಳಲ್ಲಿ ಶೇಕಡ 80% ಕ್ಕೂ ಹೆಚ್ಚು ಅಂಕ ಪಡೆದಿರುವ ಹಾಗೂ ಬಿ.ಇ,ಬಿಎಎಸ್,ಬಿಎಸ್(ಎಜಿ),ಎಂಬಿಬಿಎಸ್ ಇತರೆ ಪ್ರಫೋಷನಲ್ ಕೋರ್ಸ್ ಕಾಲೇಜು ಮತ್ತು ಸರ್ಕಾರಿ ಕೋಟಾದಡಿ ಖಾಸಗಿ ಕಾಲೇಜುಗಳಲ್ಲಿ ವ್ಯಾಸಂಗ ಮಾಡುತ್ತಿರುವ ತಾಲೂಕಿನ ವಿದ್ಯಾರ್ಥಿಗಳು ಇದೇ ಸೆ.20ರೊಳಗೆ ಅಗತ್ಯ ದಾಖಲೆ ಸಲ್ಲಿಸುವಂತೆ ಪಾವಗಡ ತಾಲೂಕು ಕ್ಷೇಮಾಭಿವೃದ್ಧಿ ಸಂಘದ ಕಾರ್ಯದರ್ಶಿ ಆರ್.ಪಿ.ಸಾಂಬಸದಾಶಿವರೆಡ್ಡಿ ಮನವಿ ಮಾಡಿದ್ದಾರೆ. ವಿವರಗಳಿಗೆ, ಆರ್.ಟಿ.ಟಾಸ್,ಇಲಾಖೆ ಪ್ರಿಂಟರ್ಸ್,ಬಳ್ಳಾರಿ ರಸ್ತೆ ಪಾವಗಡ. ಮೊಬೈಲ್ ನಂ.9902490407; 9900282836. 9448686802, ಇವರನ್ನು ಸಂಪರ್ಕಿಸುವಂತೆ ಕೋರಿದ್ದಾರೆ. [78,1318,402,1610]
page-number: 2 [112,63,131,94]
rashi-cell: ತುಲಾ [85,1146,162,1163]
shubha-label: ಶುಭ ಸಮಯ [84,758,392,779]
panchanga-date: 11-09-2024 [129,388,347,427]
rashi-row [84,1090,392,1109]
rashi-cell: ಅನುಕೂಲ [317,1148,354,1161]
rashi-cell: ಧನಸ್ಸು [85,1164,162,1182]
shubha-value: 12.05 PM to 01.46 PM [84,779,392,799]
tithi-label: ತಿಥಿ [154,890,169,904]
karana-label: ಕರಣ [151,977,172,991]
story-veterinary-col3: ಪಶುವೈದ್ಯಾಧಿಕಾರಿಗಳಾದ ಡಾ.ಎನ್.ವಿರೂಪಾಕ್ಷ ಜಾಗಿನಾಯಕ ಅವರನ್ನು ಅಧಿಕಾರಿಗಳಾಗಿ ಕೇಂದ್ರದ ಲೋಕೇಶ, ಪಶು ವೈದ್ಯಕೀಯ ಪರೀಕ್ಷಕರಾದ ರವಿಶಂಕರ್ ಮತ್ತು ಕಿರಿಯ ಪರೀಕ್ಷಕರಾದ ಮಂಗೇಶ್, ಆತ್ಮಾನಂದ್, ಜೈತೇಶ್, ಡೇರಿಯಾ.ನಾಗರಾಜು ಮತ್ತು ದಸೂಡಿ ಗ್ರಾಮದ ಗ್ರಾಮ ಪಂಚಾಯತಿ ಸದಸ್ಯರಾದ ಮತ್ತು ಲೆಕ್ಕಿಗರಾದ ಶ್ರೀ ಮರಿಯಪ್ಪನವರು, ಸತೀಶ್ ರವರು ಉಪಸ್ಥಿತರಿದ್ದರು. [1210,661,1469,850]
vet-caption-box [945,399,1470,653]
author-photo [416,1075,526,1193]
rashi-cell: ಸ್ನೇಹವೃದ್ಧಿ [317,1111,353,1124]
victim-photo [690,1313,926,1637]
sunset-label: ಸೂರ್ಯಾಸ್ತ [289,619,342,635]
rashi-row [84,1109,392,1127]
story-stamps-col1: ತಿಪಟೂರು,ಸೆ.10–ದೇಶದ ಮೂಲೆ ಮೂಲೆಗಳನ್ನು ಹುಡುಕಿ, ಸಹಸ್ರಾರು ನಾಣ್ಯಗಳು, ನೂರಾರು ಅಂಚೆ ಚೀಟಿಗಳು ಹಾಗೂ ಅಂಚೆ ಲಕೋಟೆಗಳನ್ನು ಸಂಗ್ರಹಿಸುವ ಮುಖ್ಯವಾಗಿ ಸತೀಶ್ ಅವರು ತಿಪಟೂರಿನ ಎಸ್.ಎನ್.ಎಸ್. ಕನ್ವೆನ್ಷನ್ ಹಾಲ್‌ನಲ್ಲಿ ಭಾರತೀಯ ಕಾರ್ಮಿಗರ ಪತ್ರಕರ್ತ ಒಕ್ಕೂಟದ ವತಿಯಿಂದ ಆಯೋಜಿಸಿದ್ದ 78ನೇ ರಾಷ್ಟ್ರೀಯ ಮಟ್ಟದ ಸಮಾವೇಶದಲ್ಲಿ ತಮ್ಮ 100ನೇ ಅಂಚೆ ಚೀಟಿ ಹಾಗೂ ನಾಣ್ಯಗಳ ಪ್ರದರ್ಶನ ಕಾರ್ಯಕ್ರಮದ ಮುಖ್ಯ ಆಕರ್ಷಣೆಯಾಗಿ ಕಂಡಿತು. ಕಾರ್ಯಕ್ರಮ ಉದ್ಘಾಟನೆ ಮಾಡಲು ರಾಜ್ಯದ ಗೃಹ ಮಂತ್ರಿಗಳು ಹಾಗೂ ಜಿಲ್ಲಾ ಉಸ್ತುವಾರಿ ಸಚಿವರಾದ ಡಾ.ಜಿ.ಪರಮೇಶ್ವರ್ ಅಂಚೆ ಚೀಟಿ ಹಾಗೂ ನಾಣ್ಯಗಳನ್ನು ಪ್ರದರ್ಶನವನ್ನು ನೋಡಿ ಇದು ಸುಲಭದ ಕೆಲಸವಲ್ಲ ನಾನು ಎಂದೂ ನೋಡದ ನಾಣ್ಯಗಳು ಹಾಗೂ ಅಂಚೆ ಚೀಟಿಗಳು ಒಂದೆಡೆ ನೋಡುತ್ತಿರುವುದು ನನಗೆ ಆಶ್ಚರ್ಯವಾಗುತ್ತಿದ್ದು ಅದರಲ್ಲೂ ಡಾ.ಬಿ.ಆರ್. ಅಂಬೇಡ್ಕರ್ [78,1782,299,2287]
moonset-label: ಚಂದ್ರಾಸ್ತ [295,661,335,678]
panchanga-line-ayana: ದಕ್ಷಿಣಾಯಣ [206,498,270,516]
story-stamps-headline1: ತಿಪಟೂರು:ಯಶಸ್ವಿ 100ನೇ ಅಂಚೆ ಚೀಟಿ ಹಾಗೂ ಪುರಾತನ ನಾಣ್ಯಗಳ ಪ್ರದರ್ಶನ [282,1661,1268,1705]
panchanga-box [78,325,399,1240]
story-pratibha-headline1: ಪಾವಗಡ:ಪ್ರತಿಭಾನ್ವಿತ [170,1251,310,1275]
ardha-value: 6.00 AM - 7.30 AM [250,866,379,882]
surya-rashi-value: ಸಿಂಹ [85,723,238,757]
gulika-value: 10.30 AM - 12.00 PM [241,823,388,839]
teeka-vani-author: –ಮಧುಗಿರಿ ಗೌಡ [568,1087,647,1104]
rashi-cell: ಒತ್ತಡದ [162,1090,238,1108]
teeka-vani-box [406,103,657,1240]
newspaper-name: ಅಮೃತವಾಣಿ [650,61,749,90]
tithi-value: ಇವತ್ತು ಅಷ್ಟಮಿ 11:46 PM ತನಕ ನಂತರ ನವಮಿ [100,916,222,943]
panchanga-day: ಸೆಪ್ಟೆಂಬರ್ - ಬುಧವಾರ [188,367,288,382]
page-prefix: ಪುಟ [90,70,110,86]
story-stamps-col6: ಸ್ವಾತಂತ್ರ್ಯ ಪೂರ್ವ ಹಾಗೂ ನಂತರದಲ್ಲಿ ಗಾಂಧೀಜಿ ಯವರ ಬಗ್ಗೆ ಬಿಡುಗಡೆಯಾದ ಅಂಚೆ ಲಕೋಟೆಗಳು ಇವರ ಸಂಗ್ರಹದಲ್ಲಿವೆ. ಒಟ್ಟಾರೆ ಮುಂದಿನ ಪೀಳಿಗೆಗೆ ದೇಶದ ಇತಿಹಾಸದ ಬಗ್ಗೆ ಜ್ಞಾನ ಮೂಡಿಸುವ ಉದ್ದೇಶ ಹಾಗೂ ಕೇವಲ ಪುಸ್ತಕಗಳಲ್ಲಿ ಹಳೆಯ ನಾಣ್ಯಗಳ ಮುದ್ರಣವನ್ನು ನೋಡಿದ ನೇರವಾಗಿ ನಾಣ್ಯಗಳನ್ನು ಅಂಚೆ ಚೀಟಿಗಳನ್ನು ಮುಟ್ಟಿ ನೋಡುವ ಮೂಲಕ ಇತಿಹಾಸದ ಬಗ್ಗೆ ಅರಿವು ಮೂಡಿಸುವ ಕೆಲಸವನ್ನು ಸತೀಶ್ ತಮ್ಮ ಪ್ರದರ್ಶನಗಳ ಮೂಲಕ ಮಾಡುತ್ತಾ ಬರುತ್ತಿದ್ದಾರೆ. ಇದೆ ವೇಳೆ ಕರ್ನಾಟಕ ಸರ್ಕಾರದ ಗೃಹ ಮಂತ್ರಿಗಳಾದ ಡಾ. ಜಿ ಪರಮೇಶ್ವರ್ ರಾಷ್ಟ್ರೀಯ ಅಧ್ಯಕ್ಷರಾದ ವಿಕ್ರಮ್‌ರಾಜನ್, ಕರ್ನಾಟಕ ಕಾರ್ಯನಿರತ ಪತ್ರಕರ್ತರ ಅಧ್ಯಕ್ಷರಾದ ಶಿವಾನಂದ ತಗಡೂರು, ಶಾಸಕರಾದ ಕೆ ಷಡಕ್ಷರಿ, ಡಾ. ಜಿ ಎಸ್ ಶ್ರೀಧರ್, ಶಿವಕುಮಾರ್, ಜ್ಯೋತಿ ಗಣೇಶ್, ಮುಂತಾದವರು ಇದ್ದರು. [1244,1782,1472,2214]
moonset-value: 12.06 AM(ಮರುದಿನ) [255,683,375,699]
yoga-value: ಇವತ್ತು ವಿಷ್ಕಂಭ 12:31 AM ತನಕ ನಂತರ ಪ್ರೀತಿ 11:55 PM ತನಕ ನಂತರ ಆಯುಷ್ಮಾನ್ [247,1000,382,1042]
burnt-vehicle-photo [931,1313,1171,1637]
rashi-row [84,1164,392,1183]
panchanga-line-samvatsara: ಶ್ರೀ ಕ್ರೋಧಿ ನಾಮ ಸಂವತ್ಸರ [171,432,305,450]
kanakadasa-figure-icon [90,268,142,308]
surya-rashi-label: ಸೂರ್ಯ ರಾಶಿ [84,702,238,723]
story-stamps-col4: ವಿವಿಧ ನಾಣ್ಯಗಳು, ಸ್ವಾತಂತ್ರ್ಯ ನಂತರ ಭಾರತೀಯ ನಾಣ್ಯಗಳು ಮತ್ತು ನೋಟುಗಳನ್ನು ಸಂಗ್ರಹಿಸಿದ್ದಾರೆ. [771,2066,1000,2133]
rashi-row [84,1127,392,1146]
